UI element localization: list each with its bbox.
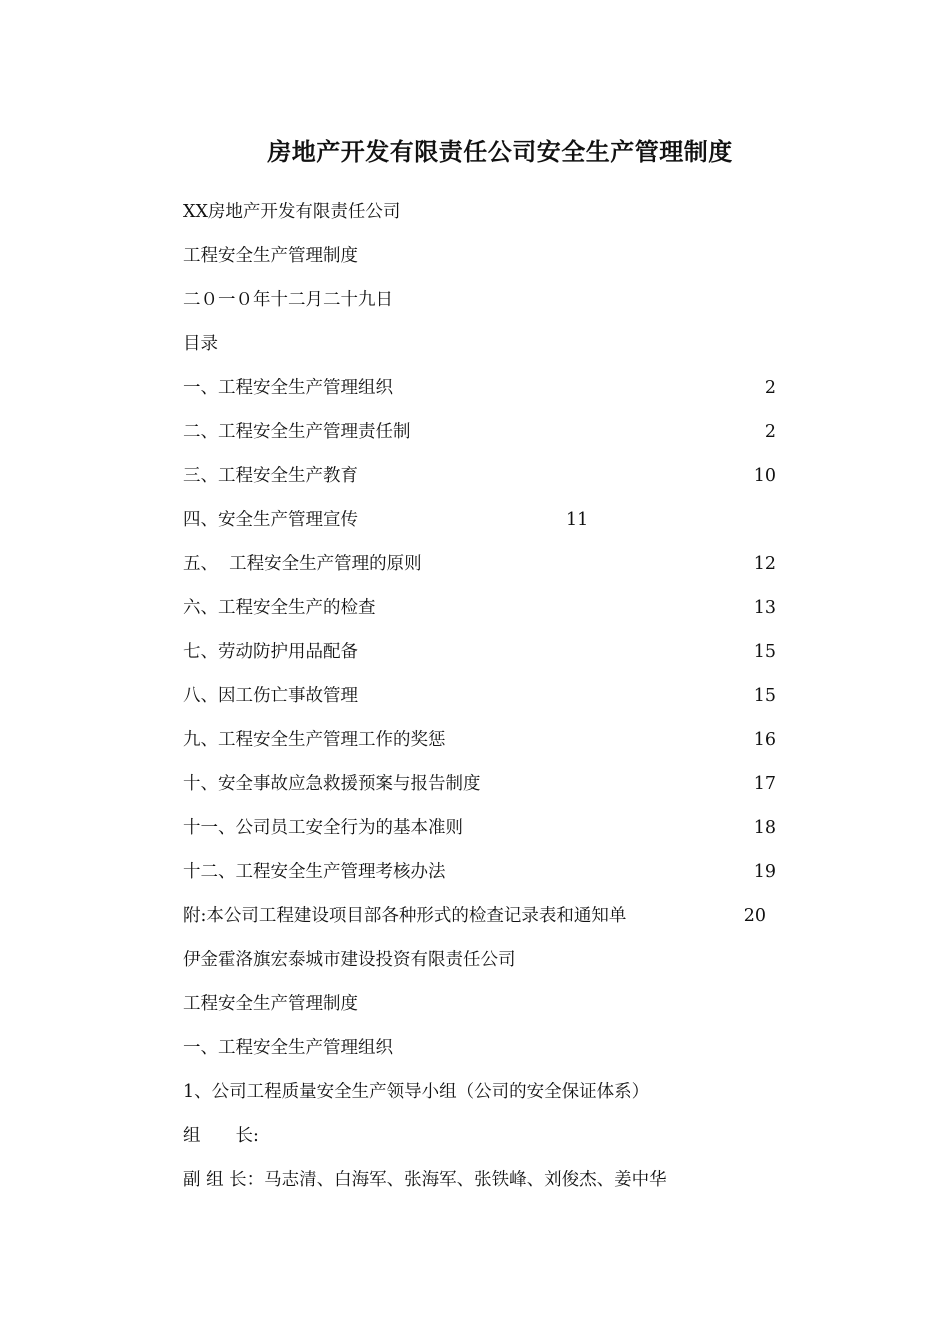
company-name: XX房地产开发有限责任公司 <box>183 202 401 222</box>
toc-item-page: 18 <box>753 818 776 838</box>
toc-item-page: 19 <box>753 862 776 882</box>
toc-item <box>183 684 776 708</box>
toc-item <box>183 772 776 796</box>
toc-item <box>183 860 776 884</box>
toc-item-page: 13 <box>753 598 776 618</box>
toc-item-label: 十、安全事故应急救援预案与报告制度 <box>183 774 481 794</box>
deputy-leader-line: 副 组 长：马志清、白海军、张海军、张铁峰、刘俊杰、姜中华 <box>183 1170 667 1190</box>
toc-item-label: 一、工程安全生产管理组织 <box>183 378 393 398</box>
company-name-secondary: 伊金霍洛旗宏泰城市建设投资有限责任公司 <box>183 950 516 970</box>
toc-item-page: 15 <box>753 642 776 662</box>
toc-item-label: 十一、公司员工安全行为的基本准则 <box>183 818 463 838</box>
toc-item-page: 11 <box>566 510 589 530</box>
toc-item-label: 附:本公司工程建设项目部各种形式的检查记录表和通知单 <box>183 906 627 926</box>
toc-item-label: 六、工程安全生产的检查 <box>183 598 376 618</box>
toc-heading: 目录 <box>183 334 218 354</box>
toc-item-label: 五、 工程安全生产管理的原则 <box>183 554 422 574</box>
document-subtitle: 工程安全生产管理制度 <box>183 246 358 266</box>
toc-item <box>183 464 776 488</box>
toc-item-label: 四、安全生产管理宣传 <box>183 510 358 530</box>
toc-item <box>183 640 776 664</box>
toc-item-page: 20 <box>743 906 766 926</box>
document-subtitle-secondary: 工程安全生产管理制度 <box>183 994 358 1014</box>
toc-item <box>183 508 776 532</box>
toc-item-page: 16 <box>753 730 776 750</box>
toc-item-page: 15 <box>753 686 776 706</box>
toc-item-page: 10 <box>753 466 776 486</box>
group-leader-line: 组 长: <box>183 1126 259 1146</box>
toc-item <box>183 728 776 752</box>
document-title: 房地产开发有限责任公司安全生产管理制度 <box>267 137 733 166</box>
toc-item <box>183 420 776 444</box>
toc-item-page: 12 <box>753 554 776 574</box>
toc-item-page: 17 <box>753 774 776 794</box>
toc-item-page: 2 <box>764 422 776 442</box>
toc-item-label: 七、劳动防护用品配备 <box>183 642 358 662</box>
toc-item <box>183 816 776 840</box>
toc-item <box>183 376 776 400</box>
toc-item-label: 三、工程安全生产教育 <box>183 466 358 486</box>
toc-item-page: 2 <box>764 378 776 398</box>
toc-item-label: 八、因工伤亡事故管理 <box>183 686 358 706</box>
section-heading: 一、工程安全生产管理组织 <box>183 1038 393 1058</box>
toc-item-label: 九、工程安全生产管理工作的奖惩 <box>183 730 446 750</box>
toc-item <box>183 596 776 620</box>
toc-item-label: 十二、工程安全生产管理考核办法 <box>183 862 446 882</box>
document-date: 二０一０年十二月二十九日 <box>183 290 393 310</box>
toc-item <box>183 552 776 576</box>
section-item: 1、公司工程质量安全生产领导小组（公司的安全保证体系） <box>183 1082 650 1102</box>
toc-item-appendix <box>183 904 776 928</box>
toc-item-label: 二、工程安全生产管理责任制 <box>183 422 411 442</box>
